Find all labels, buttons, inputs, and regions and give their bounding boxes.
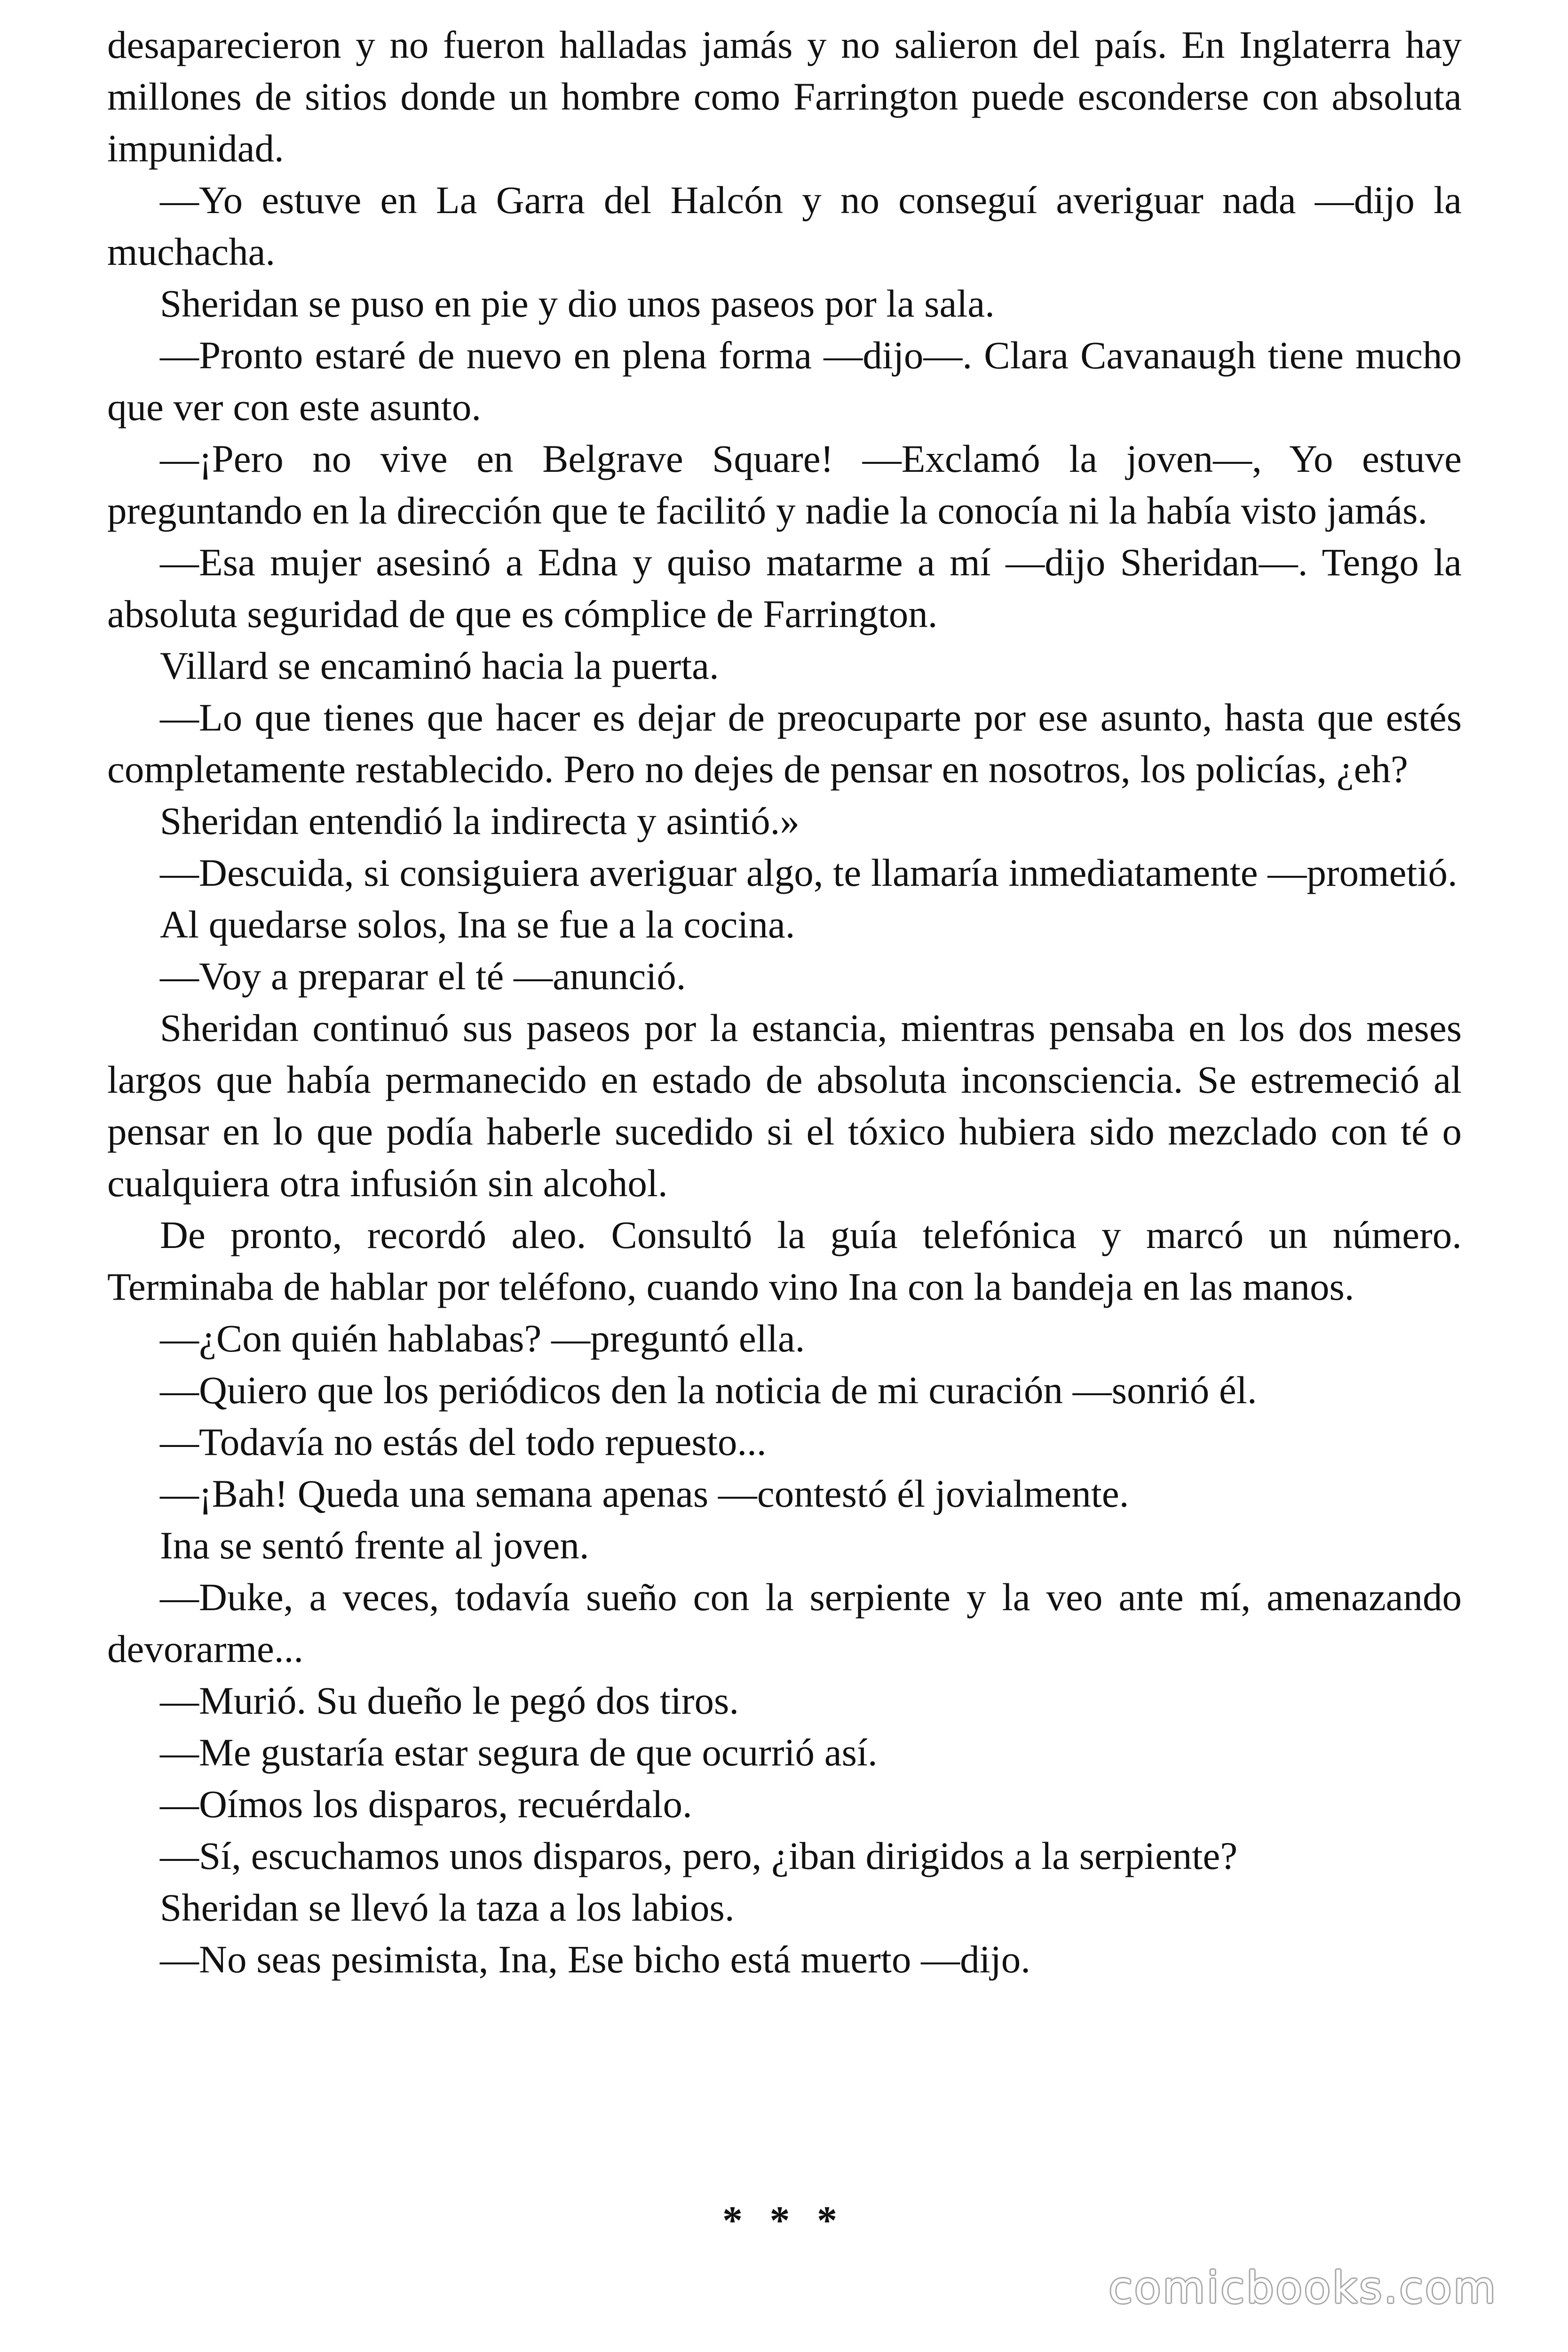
paragraph: De pronto, recordó aleo. Consultó la guía telefónica y marcó un número. Terminaba de hablar por teléfono, cuando vino Ina con la bandeja en las manos. <box>107 1213 1462 1308</box>
paragraph: Sheridan continuó sus paseos por la estancia, mientras pensaba en los dos meses largos que había permanecido en estado de absoluta inconsciencia. Se estremeció al pensar en lo que podía haberle sucedido si el tóxico hubiera sido mezclado con té o cualquiera otra infusión sin alcohol. <box>107 1006 1462 1205</box>
paragraph: —Quiero que los periódicos den la noticia de mi curación —sonrió él. <box>160 1368 1257 1412</box>
paragraph: —Me gustaría estar segura de que ocurrió así. <box>160 1731 878 1774</box>
paragraph: —Murió. Su dueño le pegó dos tiros. <box>160 1679 739 1722</box>
paragraph: —Oímos los disparos, recuérdalo. <box>160 1782 692 1826</box>
paragraph: —¡Bah! Queda una semana apenas —contestó él jovialmente. <box>160 1472 1129 1515</box>
paragraph: Villard se encaminó hacia la puerta. <box>160 644 719 687</box>
paragraph: —Pronto estaré de nuevo en plena forma —dijo—. Clara Cavanaugh tiene mucho que ver con este asunto. <box>107 334 1462 429</box>
scene-separator: * * * <box>722 2198 846 2243</box>
paragraph: —¿Con quién hablabas? —preguntó ella. <box>160 1317 805 1360</box>
paragraph: Sheridan entendió la indirecta y asintió.» <box>160 799 800 842</box>
paragraph: —Todavía no estás del todo repuesto... <box>160 1420 767 1463</box>
paragraph: Sheridan se puso en pie y dio unos paseos por la sala. <box>160 282 995 325</box>
paragraph: —Descuida, si consiguiera averiguar algo, te llamaría inmediatamente —prometió. <box>160 851 1457 894</box>
watermark-logo: comicbooks.com <box>1109 2263 1497 2313</box>
paragraph: —Sí, escuchamos unos disparos, pero, ¿iban dirigidos a la serpiente? <box>160 1834 1238 1877</box>
book-page-text <box>107 19 1462 1985</box>
paragraph: —No seas pesimista, Ina, Ese bicho está muerto —dijo. <box>160 1938 1030 1981</box>
paragraph: —Voy a preparar el té —anunció. <box>160 954 686 998</box>
paragraph: Al quedarse solos, Ina se fue a la cocina. <box>160 903 795 946</box>
paragraph: desaparecieron y no fueron halladas jamás y no salieron del país. En Inglaterra hay millones de sitios donde un hombre como Farrington puede esconderse con absoluta impunidad. <box>107 23 1462 170</box>
paragraph: —Esa mujer asesinó a Edna y quiso matarme a mí —dijo Sheridan—. Tengo la absoluta seguridad de que es cómplice de Farrington. <box>107 540 1462 636</box>
paragraph: Sheridan se llevó la taza a los labios. <box>160 1886 735 1929</box>
paragraph: Ina se sentó frente al joven. <box>160 1524 589 1567</box>
paragraph: —Duke, a veces, todavía sueño con la serpiente y la veo ante mí, amenazando devorarme... <box>107 1575 1462 1670</box>
paragraph: —¡Pero no vive en Belgrave Square! —Exclamó la joven—, Yo estuve preguntando en la dirección que te facilitó y nadie la conocía ni la había visto jamás. <box>107 437 1462 532</box>
paragraph: —Lo que tienes que hacer es dejar de preocuparte por ese asunto, hasta que estés completamente restablecido. Pero no dejes de pensar en nosotros, los policías, ¿eh? <box>107 696 1462 791</box>
paragraph: —Yo estuve en La Garra del Halcón y no conseguí averiguar nada —dijo la muchacha. <box>107 178 1462 273</box>
